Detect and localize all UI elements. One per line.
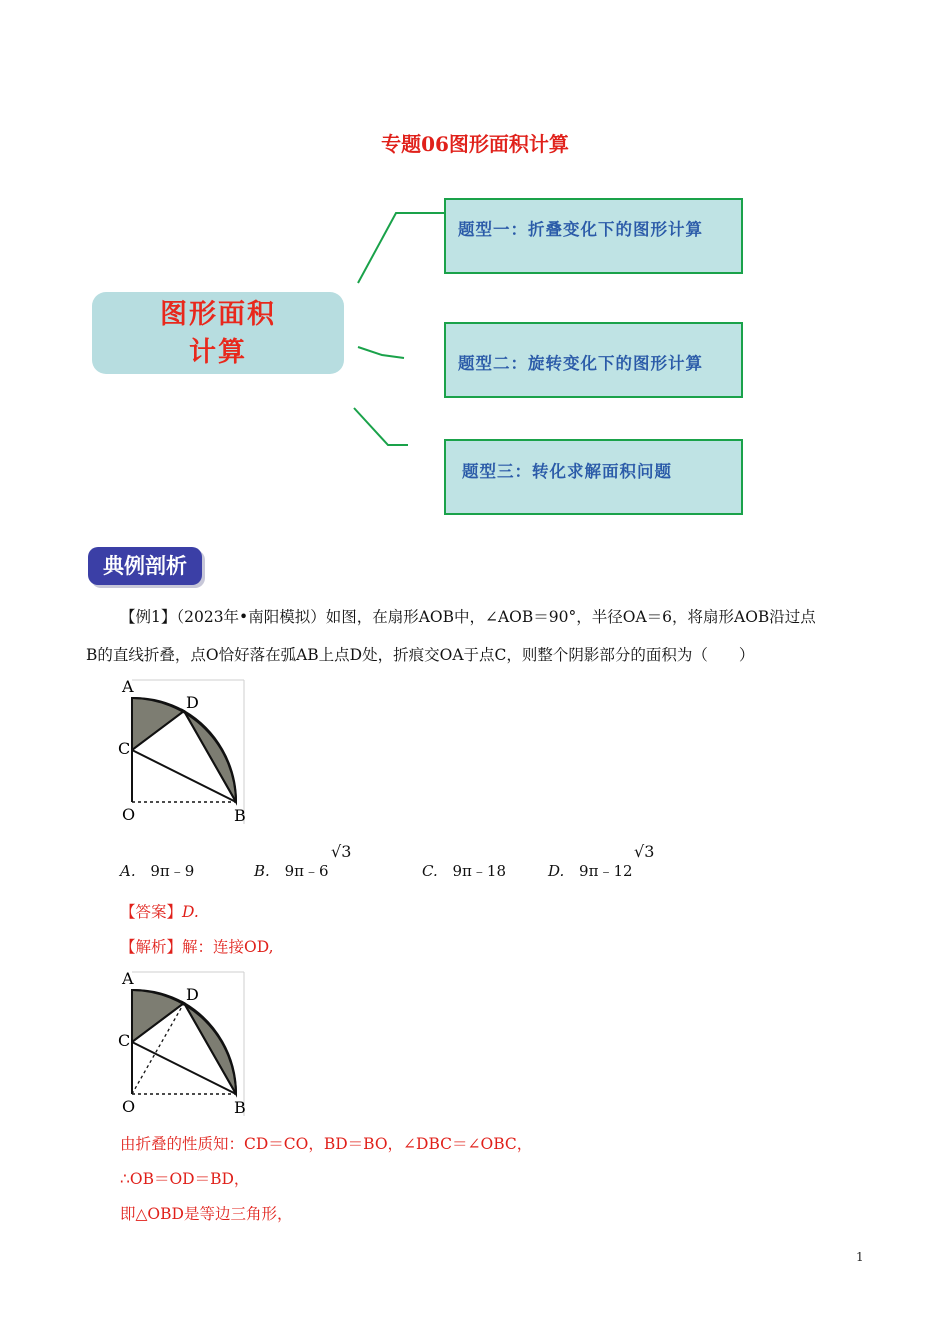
label-d: D xyxy=(186,985,199,1004)
analysis-intro: 解：连接OD, xyxy=(182,938,274,956)
mindmap-connectors xyxy=(340,205,450,475)
option-d-expr: 9π﹣12 xyxy=(579,862,633,880)
mindmap-center-text xyxy=(92,296,344,372)
analysis-step-2: ∴OB＝OD＝BD， xyxy=(120,1170,250,1188)
figure-2 xyxy=(118,970,248,1118)
label-b: B xyxy=(234,806,246,825)
shaded-region-1 xyxy=(132,698,184,750)
section-tag: 典例剖析 xyxy=(88,547,202,585)
option-b xyxy=(254,860,329,881)
answer-value: D. xyxy=(182,903,199,921)
label-d: D xyxy=(186,693,199,712)
label-c: C xyxy=(118,739,131,758)
option-d xyxy=(548,860,633,881)
option-c-expr: 9π﹣18 xyxy=(452,862,506,880)
option-c-letter: C. xyxy=(422,862,438,880)
center-line-2: 计算 xyxy=(189,337,247,368)
option-a xyxy=(120,860,194,881)
mindmap-type-3: 题型三：转化求解面积问题 xyxy=(462,462,672,481)
figure-1 xyxy=(118,678,248,826)
option-c xyxy=(422,860,506,881)
example-line-2: B的直线折叠，点O恰好落在弧AB上点D处，折痕交OA于点C，则整个阴影部分的面积为（ ） xyxy=(86,646,755,664)
label-c: C xyxy=(118,1031,131,1050)
mindmap-type-1: 题型一：折叠变化下的图形计算 xyxy=(458,220,703,239)
option-d-letter: D. xyxy=(548,862,565,880)
answer-line xyxy=(120,895,199,929)
option-b-root: √3 xyxy=(331,842,352,861)
label-a: A xyxy=(122,678,134,696)
shaded-region-1 xyxy=(132,990,184,1042)
option-b-letter: B. xyxy=(254,862,270,880)
analysis-line xyxy=(120,930,274,964)
example-line-1: 【例1】（2023年•南阳模拟）如图，在扇形AOB中，∠AOB＝90°，半径OA＝6，将扇形AOB沿过点 xyxy=(120,608,816,626)
label-b: B xyxy=(234,1098,246,1117)
page-number: 1 xyxy=(856,1250,864,1264)
center-line-1: 图形面积 xyxy=(160,299,276,330)
connector-3 xyxy=(354,408,408,445)
analysis-step-3: 即△OBD是等边三角形， xyxy=(120,1205,293,1223)
connector-1 xyxy=(358,213,444,283)
label-o: O xyxy=(122,805,136,824)
option-b-expr: 9π﹣6 xyxy=(284,862,329,880)
label-o: O xyxy=(122,1097,136,1116)
label-a: A xyxy=(122,970,134,988)
analysis-step-1: 由折叠的性质知：CD＝CO，BD＝BO，∠DBC＝∠OBC， xyxy=(120,1135,533,1153)
mindmap-type-2: 题型二：旋转变化下的图形计算 xyxy=(458,354,703,373)
option-a-letter: A. xyxy=(120,862,136,880)
page-title: 专题06图形面积计算 xyxy=(381,132,569,156)
option-a-expr: 9π﹣9 xyxy=(150,862,195,880)
option-d-root: √3 xyxy=(634,842,655,861)
answer-label: 【答案】 xyxy=(120,903,183,921)
analysis-label: 【解析】 xyxy=(120,938,183,956)
connector-2 xyxy=(358,347,404,358)
